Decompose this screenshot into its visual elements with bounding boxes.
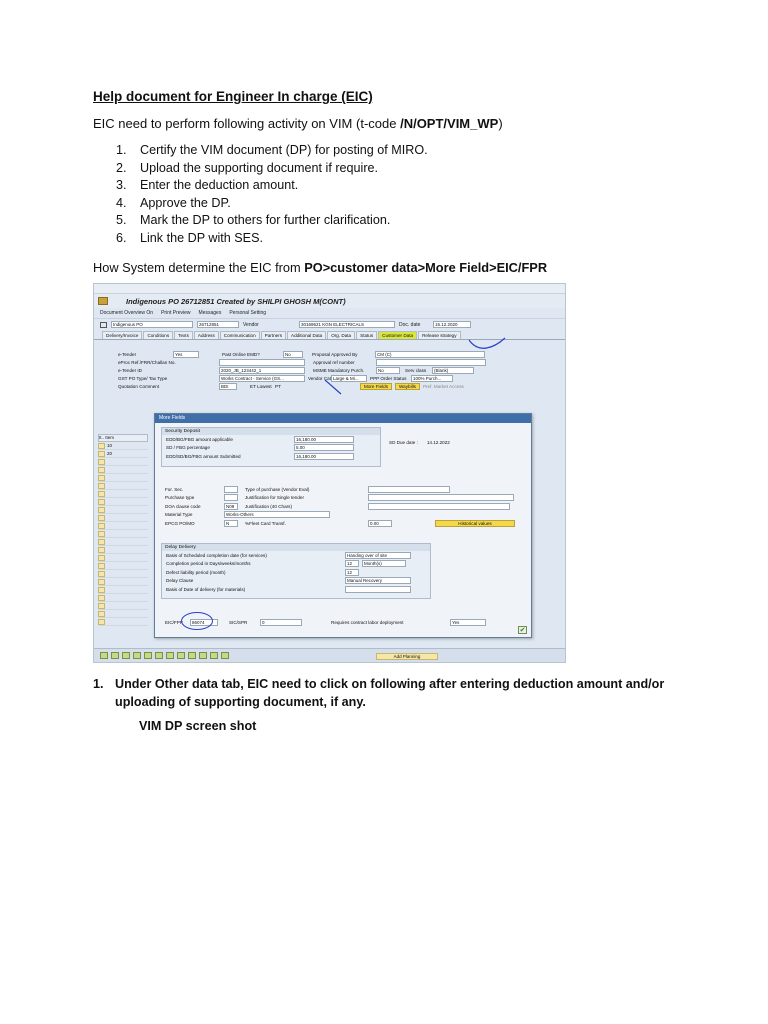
list-item — [116, 161, 428, 179]
table-row[interactable] — [98, 474, 148, 482]
form-row — [161, 485, 529, 494]
form-field[interactable]: Works Contract - Service (GS... — [219, 375, 305, 382]
how-path: PO>customer data>More Field>EIC/FPR — [304, 260, 548, 275]
table-row[interactable] — [98, 618, 148, 626]
form-field[interactable]: 12 — [345, 560, 359, 567]
form-field[interactable] — [368, 494, 514, 501]
table-row[interactable] — [98, 522, 148, 530]
steps-list — [116, 143, 428, 249]
tab-status[interactable]: Status — [356, 331, 377, 339]
note-text: Under Other data tab, EIC need to click on following after entering deduction amount and/or uploading of supporting document, if any. — [115, 677, 665, 709]
po-header-line — [94, 319, 565, 330]
form-row — [161, 519, 529, 528]
form-label: DOA clause code — [165, 503, 201, 509]
eic-row — [161, 618, 529, 627]
form-label: Material Type — [165, 512, 193, 518]
more-fields-button[interactable]: More Fields — [360, 383, 392, 390]
list-item — [116, 143, 428, 161]
form-label: e-Tender — [118, 351, 137, 357]
form-label: Type of purchase (Vendor Eval) — [245, 486, 310, 492]
form-label: Quotation Comment — [118, 383, 160, 389]
form-label: Serv class — [405, 367, 427, 373]
form-field[interactable]: 0.00 — [368, 520, 392, 527]
form-row — [162, 568, 430, 577]
form-field[interactable] — [345, 586, 411, 593]
form-label: eProc Ref./FRR/Challan No. — [118, 359, 176, 365]
form-label: EDD/SD/BG/FBG amount Submitted — [166, 453, 241, 459]
tab-org-data[interactable]: Org. Data — [327, 331, 355, 339]
intro-suffix: ) — [498, 116, 503, 131]
table-row[interactable] — [98, 450, 148, 458]
po-title: Indigenous PO 26712851 Created by SHILPI GHOSH M(CONT) — [126, 296, 346, 306]
doc-title: Help document for Engineer In charge (EIC) — [93, 89, 373, 104]
document-overview-button[interactable]: Document Overview On — [100, 310, 154, 316]
add-planning-button[interactable]: Add Planning — [376, 653, 438, 660]
form-row — [162, 551, 430, 560]
form-label: Basis of Scheduled completion date (for services) — [166, 552, 267, 558]
tab-communication[interactable]: Communication — [220, 331, 260, 339]
labor-select[interactable]: Yes — [450, 619, 486, 626]
toolbar-icon[interactable] — [133, 652, 141, 659]
form-field[interactable] — [368, 503, 510, 510]
security-deposit-group — [161, 427, 381, 467]
form-label: Proposal Approved By — [312, 351, 358, 357]
sd-due-value: 14.12.2022 — [426, 439, 450, 445]
table-row[interactable] — [98, 514, 148, 522]
material-type-select[interactable]: Works-Others — [224, 511, 330, 518]
po-type-select[interactable]: Indigenous PO — [111, 321, 193, 328]
sap-screenshot — [93, 283, 566, 663]
form-field[interactable]: Month(s) — [362, 560, 406, 567]
tab-additional-data[interactable]: Additional Data — [287, 331, 326, 339]
item-number: 10 — [107, 443, 113, 448]
vendor-label: Vendor — [243, 321, 259, 328]
step-text: Mark the DP to others for further clarification. — [140, 213, 391, 228]
waybills-button[interactable]: Waybills — [395, 383, 420, 390]
table-row[interactable] — [98, 578, 148, 586]
step-number: 5. — [116, 213, 127, 228]
note-number: 1. — [93, 677, 104, 691]
form-row — [162, 577, 430, 586]
doc-date-field[interactable]: 15.12.2020 — [433, 321, 471, 328]
form-label: Past Online EMD? — [222, 351, 260, 357]
sap-title-bar — [94, 294, 565, 308]
form-value: PT — [275, 383, 281, 389]
form-field[interactable]: CM (C) — [375, 351, 485, 358]
eic-label: EIC/FPR — [165, 619, 184, 625]
toolbar-icon[interactable] — [111, 652, 119, 659]
sap-menu-bar — [94, 284, 565, 294]
form-label: SD / FBG percentage — [166, 445, 210, 451]
table-row[interactable] — [98, 586, 148, 594]
table-row[interactable] — [98, 442, 148, 450]
misc-fields — [161, 485, 529, 528]
form-label: ET Lowest — [250, 383, 272, 389]
tab-partners[interactable]: Partners — [261, 331, 286, 339]
form-label: Purchase type — [165, 495, 195, 501]
form-field[interactable]: 16,180.00 — [294, 453, 354, 460]
form-field[interactable]: 5.00 — [294, 444, 354, 451]
personal-setting-button[interactable]: Personal Setting — [229, 310, 267, 316]
table-row[interactable] — [98, 546, 148, 554]
table-row[interactable] — [98, 490, 148, 498]
how-prefix: How System determine the EIC from — [93, 260, 305, 275]
form-field[interactable]: Manual Recovery — [345, 577, 411, 584]
item-grid — [98, 434, 148, 634]
step-number: 3. — [116, 178, 127, 193]
delay-delivery-group — [161, 543, 431, 599]
item-number: 20 — [107, 451, 113, 456]
form-row — [162, 435, 380, 444]
form-row — [162, 452, 380, 461]
intro-line — [93, 116, 503, 131]
eic-highlight-circle — [181, 612, 213, 630]
intro-prefix: EIC need to perform following activity on VIM (t-code — [93, 116, 401, 131]
toolbar-icon[interactable] — [188, 652, 196, 659]
form-field[interactable]: BDI — [219, 383, 237, 390]
form-field[interactable]: 100% Purch... — [411, 375, 453, 382]
step-number: 2. — [116, 160, 127, 175]
form-field[interactable]: N09 — [224, 503, 238, 510]
list-item — [116, 196, 428, 214]
delay-delivery-title: Delay Delivery — [162, 544, 430, 551]
table-row[interactable] — [98, 506, 148, 514]
sic-label: SIC/SPR — [229, 619, 248, 625]
security-deposit-title: Security Deposit — [162, 428, 380, 435]
toolbar-icon[interactable] — [100, 652, 108, 659]
sap-toolbar — [94, 308, 565, 319]
form-field[interactable]: No — [283, 351, 303, 358]
toolbar-icon[interactable] — [199, 652, 207, 659]
form-label: PPP Order Status — [370, 375, 407, 381]
pref-market-access-checkbox[interactable]: Pref. Market Access — [422, 383, 464, 389]
confirm-check-icon[interactable]: ✔ — [519, 627, 526, 634]
form-label: MSME Mandatory Purch. — [313, 367, 365, 373]
instruction-note — [93, 675, 673, 711]
step-text: Enter the deduction amount. — [140, 178, 299, 193]
table-row[interactable] — [98, 530, 148, 538]
toolbar-icon[interactable] — [166, 652, 174, 659]
form-label: For. Sec. — [165, 486, 184, 492]
form-field[interactable] — [224, 494, 238, 501]
form-row — [161, 502, 529, 511]
form-label: Defect liability period (month) — [166, 569, 226, 575]
form-row — [162, 560, 430, 569]
table-row[interactable] — [98, 554, 148, 562]
labor-label: Requires contract labor deployment — [331, 619, 404, 625]
table-row[interactable] — [98, 498, 148, 506]
form-row — [161, 494, 529, 503]
step-text: Certify the VIM document (DP) for posting of MIRO. — [140, 143, 428, 157]
sd-due-row — [385, 438, 450, 447]
toolbar-icon[interactable] — [155, 652, 163, 659]
messages-button[interactable]: Messages — [198, 310, 222, 316]
form-label: Justification for Single tender — [245, 495, 304, 501]
step-text: Upload the supporting document if require. — [140, 160, 379, 175]
list-item — [116, 213, 428, 231]
sd-due-label: SD Due date : — [389, 439, 418, 445]
form-row — [162, 444, 380, 453]
sic-field[interactable]: 0 — [260, 619, 302, 626]
cart-icon — [100, 322, 107, 328]
vendor-field[interactable]: 30169621 KGN ELECTRICALS — [299, 321, 395, 328]
step-number: 4. — [116, 195, 127, 210]
table-row[interactable] — [98, 458, 148, 466]
table-row[interactable] — [98, 602, 148, 610]
step-text: Link the DP with SES. — [140, 230, 263, 245]
form-label: Delay Clause — [166, 578, 194, 584]
tab-customer-data[interactable]: Customer Data — [378, 331, 417, 339]
table-row[interactable] — [98, 538, 148, 546]
serv-class-field[interactable]: (Blank) — [432, 367, 474, 374]
table-row[interactable] — [98, 466, 148, 474]
how-line — [93, 260, 547, 275]
dialog-title: More Fields — [155, 414, 531, 423]
toolbar-icon[interactable] — [144, 652, 152, 659]
form-row — [161, 511, 529, 520]
tab-conditions[interactable]: Conditions — [143, 331, 173, 339]
po-number-field[interactable]: 26712851 — [197, 321, 239, 328]
table-row[interactable] — [98, 482, 148, 490]
table-row[interactable] — [98, 562, 148, 570]
caption: VIM DP screen shot — [139, 719, 257, 733]
toolbar-icon[interactable] — [122, 652, 130, 659]
form-field[interactable] — [219, 359, 305, 366]
toolbar-icon[interactable] — [210, 652, 218, 659]
form-label: Approval ref number — [313, 359, 355, 365]
annotation-arrow-icon — [319, 334, 519, 404]
form-field[interactable]: Handing over of site — [345, 552, 411, 559]
form-field[interactable] — [368, 486, 450, 493]
table-row[interactable] — [98, 594, 148, 602]
toolbar-icon[interactable] — [177, 652, 185, 659]
step-text: Approve the DP. — [140, 195, 231, 210]
form-field[interactable]: No — [376, 367, 400, 374]
step-number: 6. — [116, 230, 127, 245]
form-label: Completion period in Days/weeks/months — [166, 561, 251, 567]
historical-values-button[interactable]: Historical values — [435, 520, 515, 527]
sap-logo-icon — [98, 297, 108, 305]
tab-address[interactable]: Address — [194, 331, 219, 339]
tab-delivery-invoice[interactable]: Delivery/Invoice — [102, 331, 142, 339]
step-number: 1. — [116, 143, 127, 157]
intro-tcode: /N/OPT/VIM_WP — [400, 116, 499, 131]
form-label: EDD/BG/FBG amount applicable — [166, 436, 233, 442]
toolbar-icon[interactable] — [221, 652, 229, 659]
more-fields-dialog — [154, 413, 532, 638]
table-row[interactable] — [98, 610, 148, 618]
form-label: Justification (40 Chars) — [245, 503, 292, 509]
tab-texts[interactable]: Texts — [174, 331, 193, 339]
form-label: e-Tender ID — [118, 367, 142, 373]
sap-bottom-toolbar — [94, 648, 565, 662]
table-row[interactable] — [98, 570, 148, 578]
form-field[interactable]: N — [224, 520, 238, 527]
form-row — [162, 585, 430, 594]
form-label: EPCG PO/MO — [165, 520, 195, 526]
form-field[interactable]: Yes — [173, 351, 199, 358]
form-label: GST PO Type/ Tax Type — [118, 375, 168, 381]
form-field[interactable]: 16,180.00 — [294, 436, 354, 443]
grid-header: It.. Item — [98, 434, 148, 442]
tab-release-strategy[interactable]: Release strategy — [418, 331, 460, 339]
doc-date-label: Doc. date — [399, 321, 421, 328]
eic-field[interactable]: 86074 — [190, 619, 218, 626]
print-preview-button[interactable]: Print Preview — [161, 310, 191, 316]
form-field[interactable]: 2020_JB_123442_1 — [219, 367, 305, 374]
form-field[interactable]: 12 — [345, 569, 359, 576]
list-item — [116, 231, 428, 249]
form-label: Basis of Date of delivery (for materials) — [166, 586, 246, 592]
form-field[interactable]: Large & Mi... — [331, 375, 367, 382]
form-label: %Fleet Card Transf. — [245, 520, 286, 526]
list-item — [116, 178, 428, 196]
form-label: Vendor Cat — [308, 375, 331, 381]
form-field[interactable] — [224, 486, 238, 493]
